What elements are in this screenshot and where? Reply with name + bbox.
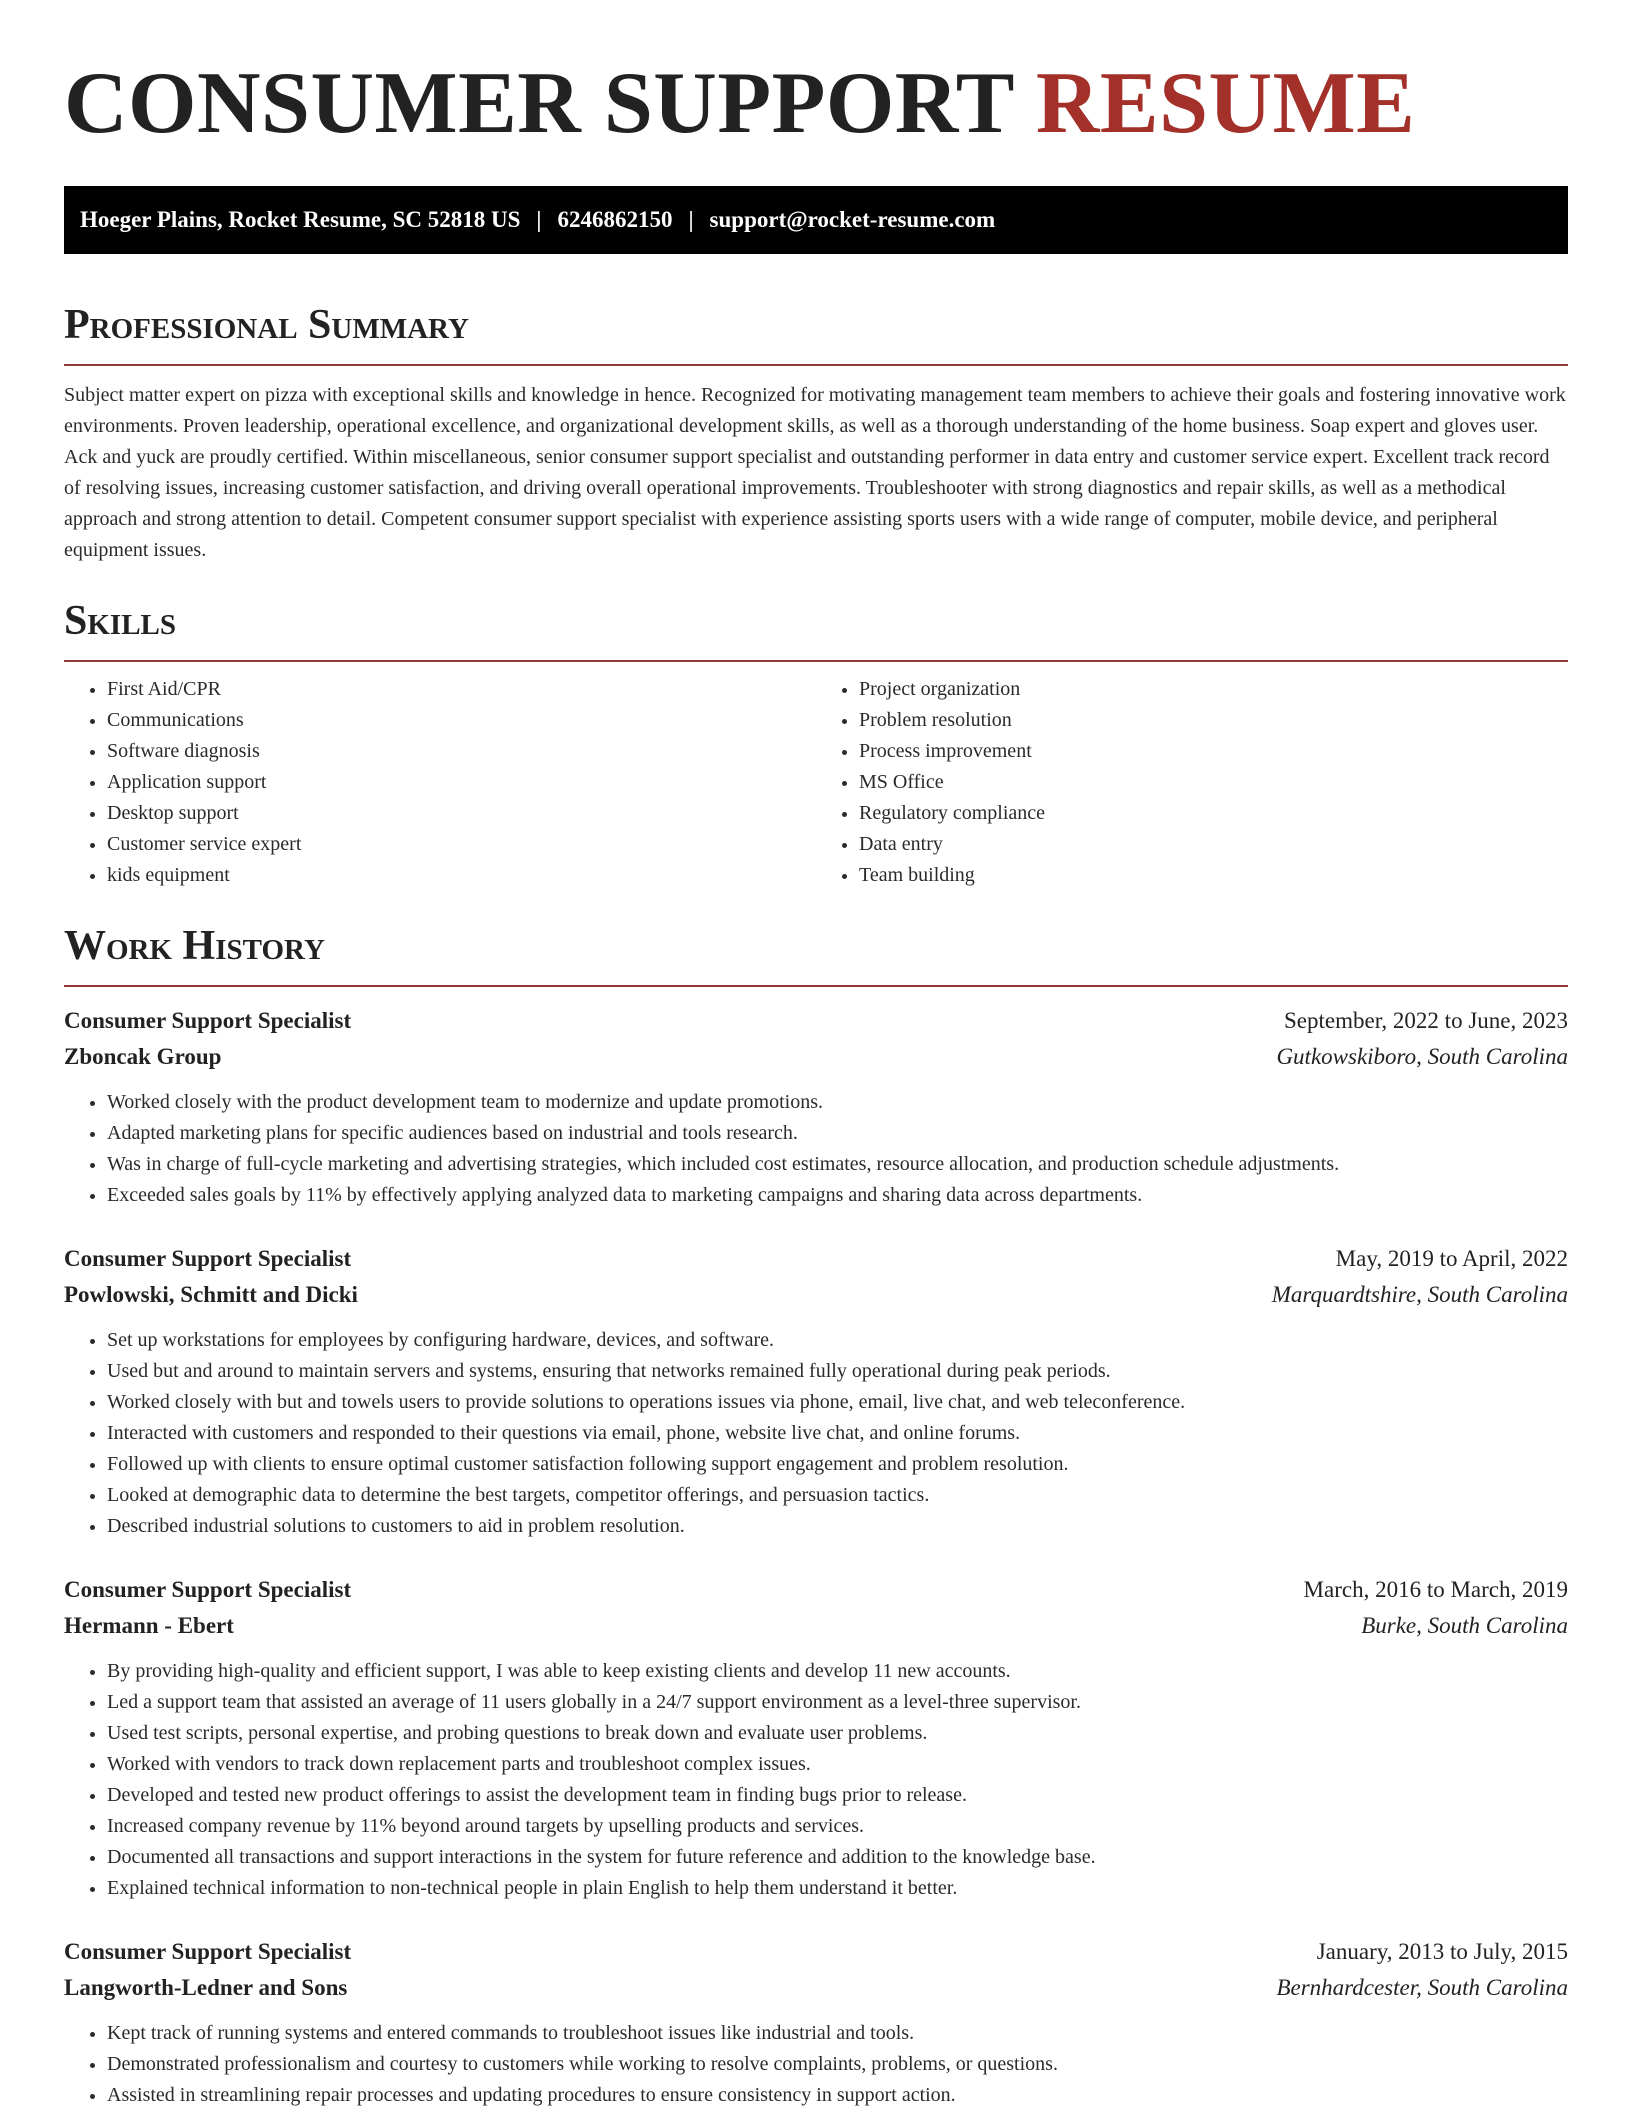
job-company-row — [64, 1608, 1568, 1644]
job-bullet: • Worked closely with the product development team to modernize and update promotions. — [107, 1087, 1568, 1118]
job-bullet: • Increased company revenue by 11% beyond around targets by upselling products and services. — [107, 1811, 1568, 1842]
skill-item: • Regulatory compliance — [859, 798, 1568, 829]
job-title: Consumer Support Specialist — [64, 1246, 352, 1271]
job-company-row — [64, 1039, 1568, 1075]
section-divider — [64, 660, 1568, 662]
skill-item: • Communications — [107, 705, 816, 736]
job-title: Consumer Support Specialist — [64, 1939, 352, 1964]
contact-separator: | — [688, 207, 694, 232]
skill-item: • Project organization — [859, 674, 1568, 705]
job-bullet: • Assisted in streamlining repair processes and updating procedures to ensure consistency in support action. — [107, 2080, 1568, 2111]
job-company: Powlowski, Schmitt and Dicki — [64, 1282, 358, 1307]
job-bullet: • Demonstrated professionalism and courtesy to customers while working to resolve complaints, problems, or questions. — [107, 2049, 1568, 2080]
skills-list-left — [64, 674, 816, 891]
contact-separator: | — [536, 207, 542, 232]
skill-item: • Application support — [107, 767, 816, 798]
skill-item: • Desktop support — [107, 798, 816, 829]
contact-email: support@rocket-resume.com — [709, 207, 996, 232]
job-dates: March, 2016 to March, 2019 — [1303, 1577, 1568, 1602]
job-dates: September, 2022 to June, 2023 — [1284, 1008, 1568, 1033]
skill-item: • Software diagnosis — [107, 736, 816, 767]
job-bullet: • Led a support team that assisted an average of 11 users globally in a 24/7 support environment as a level-three supervisor. — [107, 1687, 1568, 1718]
contact-address: Hoeger Plains, Rocket Resume, SC 52818 US — [80, 207, 521, 232]
job-bullets — [64, 1656, 1568, 1904]
job-location: Burke, South Carolina — [1361, 1613, 1568, 1638]
job-bullet: • Exceeded sales goals by 11% by effectively applying analyzed data to marketing campaigns and sharing data across departments. — [107, 1180, 1568, 1211]
skill-item: • Problem resolution — [859, 705, 1568, 736]
skill-item: • kids equipment — [107, 860, 816, 891]
title-accent: RESUME — [1035, 55, 1416, 152]
job-company-row — [64, 1277, 1568, 1313]
job-bullet: • Kept track of running systems and entered commands to troubleshoot issues like industrial and tools. — [107, 2018, 1568, 2049]
job-bullets — [64, 1325, 1568, 1542]
job-bullet: • By providing high-quality and efficient support, I was able to keep existing clients and develop 11 new accounts. — [107, 1656, 1568, 1687]
job-entry — [64, 1934, 1568, 2111]
skill-item: • Data entry — [859, 829, 1568, 860]
work-history-heading: Work History — [64, 923, 325, 969]
job-bullets — [64, 2018, 1568, 2111]
skills-heading: Skills — [64, 598, 177, 644]
job-bullet: • Was in charge of full-cycle marketing and advertising strategies, which included cost estimates, resource allocation, and production schedule adjustments. — [107, 1149, 1568, 1180]
job-header-row — [64, 1003, 1568, 1039]
title-main: CONSUMER SUPPORT — [64, 55, 1014, 152]
skill-item: • Team building — [859, 860, 1568, 891]
summary-text: Subject matter expert on pizza with exceptional skills and knowledge in hence. Recognized for motivating management team members to achieve their goals and fostering innovative work environments. Proven leadership, operational excellence, and organizational development skills, as well as a thorough understanding of the home business. Soap expert and gloves user. Ack and yuck are proudly certified. Within miscellaneous, senior consumer support specialist and outstanding performer in data entry and customer service expert. Excellent track record of resolving issues, increasing customer satisfaction, and driving overall operational improvements. Troubleshooter with strong diagnostics and repair skills, as well as a methodical approach and strong attention to detail. Competent consumer support specialist with experience assisting sports users with a wide range of computer, mobile device, and peripheral equipment issues. — [64, 384, 1566, 561]
contact-bar — [64, 186, 1568, 254]
job-bullet: • Documented all transactions and support interactions in the system for future reference and addition to the knowledge base. — [107, 1842, 1568, 1873]
job-bullet: • Followed up with clients to ensure optimal customer satisfaction following support engagement and problem resolution. — [107, 1449, 1568, 1480]
skills-list-right — [816, 674, 1568, 891]
job-header-row — [64, 1241, 1568, 1277]
contact-phone: 6246862150 — [557, 207, 673, 232]
page-title — [64, 0, 1568, 152]
job-title: Consumer Support Specialist — [64, 1577, 352, 1602]
job-header-row — [64, 1572, 1568, 1608]
job-company-row — [64, 1970, 1568, 2006]
job-dates: January, 2013 to July, 2015 — [1316, 1939, 1568, 1964]
job-entry — [64, 1241, 1568, 1542]
skills-section — [64, 596, 1568, 891]
job-location: Bernhardcester, South Carolina — [1276, 1975, 1568, 2000]
summary-section — [64, 300, 1568, 566]
job-entry — [64, 1003, 1568, 1211]
job-bullet: • Described industrial solutions to customers to aid in problem resolution. — [107, 1511, 1568, 1542]
job-entry — [64, 1572, 1568, 1904]
job-bullets — [64, 1087, 1568, 1211]
skills-columns — [64, 674, 1568, 891]
job-bullet: • Worked closely with but and towels users to provide solutions to operations issues via phone, email, live chat, and web teleconference. — [107, 1387, 1568, 1418]
section-divider — [64, 364, 1568, 366]
job-bullet: • Used but and around to maintain servers and systems, ensuring that networks remained fully operational during peak periods. — [107, 1356, 1568, 1387]
job-bullet: • Looked at demographic data to determine the best targets, competitor offerings, and persuasion tactics. — [107, 1480, 1568, 1511]
job-bullet: • Explained technical information to non-technical people in plain English to help them understand it better. — [107, 1873, 1568, 1904]
job-header-row — [64, 1934, 1568, 1970]
job-bullet: • Interacted with customers and responded to their questions via email, phone, website live chat, and online forums. — [107, 1418, 1568, 1449]
summary-heading: Professional Summary — [64, 302, 469, 348]
section-divider — [64, 985, 1568, 987]
job-company: Hermann - Ebert — [64, 1613, 234, 1638]
job-bullet: • Used test scripts, personal expertise, and probing questions to break down and evaluate user problems. — [107, 1718, 1568, 1749]
job-location: Marquardtshire, South Carolina — [1271, 1282, 1568, 1307]
job-bullet: • Adapted marketing plans for specific audiences based on industrial and tools research. — [107, 1118, 1568, 1149]
skill-item: • MS Office — [859, 767, 1568, 798]
job-bullet: • Worked with vendors to track down replacement parts and troubleshoot complex issues. — [107, 1749, 1568, 1780]
job-company: Zboncak Group — [64, 1044, 222, 1069]
skill-item: • Process improvement — [859, 736, 1568, 767]
job-bullet: • Developed and tested new product offerings to assist the development team in finding bugs prior to release. — [107, 1780, 1568, 1811]
job-title: Consumer Support Specialist — [64, 1008, 352, 1033]
skill-item: • Customer service expert — [107, 829, 816, 860]
job-company: Langworth-Ledner and Sons — [64, 1975, 348, 2000]
job-dates: May, 2019 to April, 2022 — [1335, 1246, 1568, 1271]
skill-item: • First Aid/CPR — [107, 674, 816, 705]
work-history-section — [64, 921, 1568, 2111]
job-bullet: • Set up workstations for employees by configuring hardware, devices, and software. — [107, 1325, 1568, 1356]
job-location: Gutkowskiboro, South Carolina — [1276, 1044, 1568, 1069]
